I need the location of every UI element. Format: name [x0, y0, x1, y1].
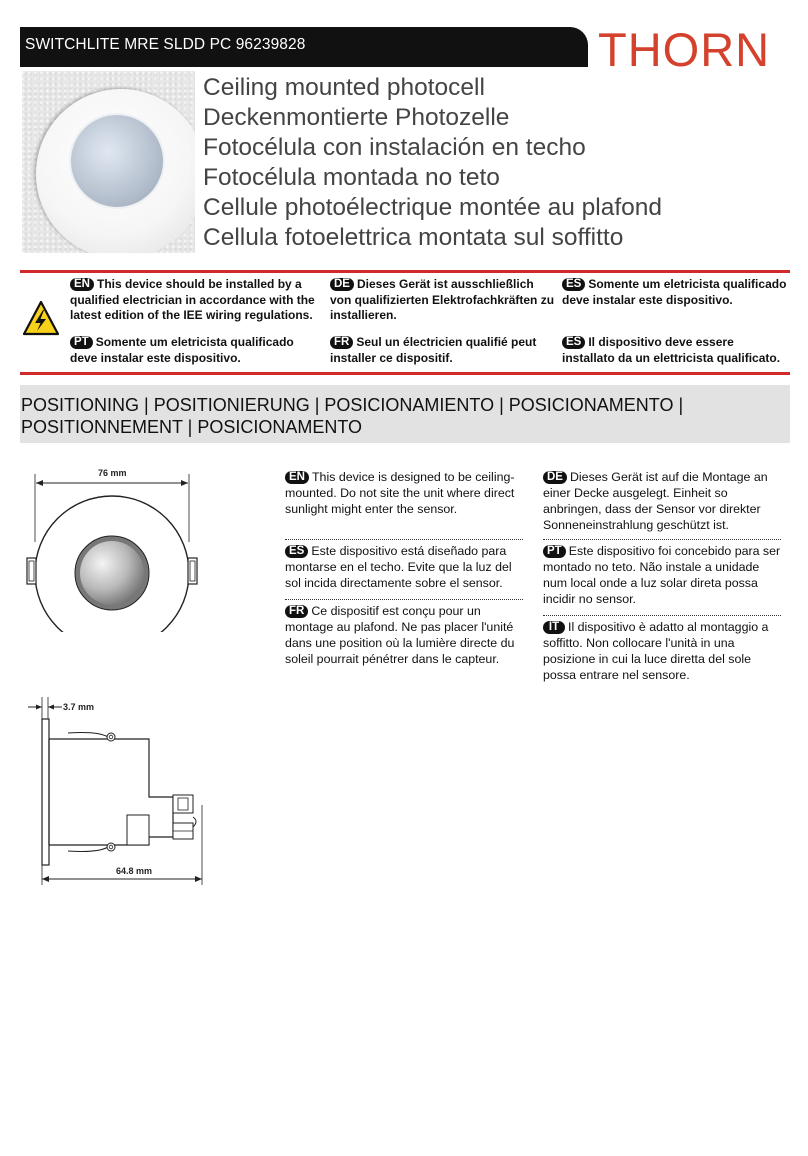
depth-label: 64.8 mm: [116, 866, 153, 876]
warning-en: [70, 277, 322, 324]
warning-pt: [70, 335, 322, 366]
instruction-de-text: Dieses Gerät ist auf die Montage an einer Decke ausgelegt. Einheit so anbringen, dass der Sensor vor direkter Sonneneinstrahlung geschützt ist.: [543, 470, 768, 532]
product-photo: [22, 71, 195, 253]
warning-fr-text: Seul un électricien qualifié peut installer ce dispositif.: [330, 335, 537, 365]
warning-it: [562, 335, 788, 366]
warning-top-rule: [20, 270, 790, 273]
warning-es: [562, 277, 788, 308]
lang-tag-en: EN: [70, 278, 94, 291]
title-de: Deckenmontierte Photozelle: [203, 104, 510, 131]
instruction-en: [285, 469, 525, 517]
lang-tag-it: IT: [543, 621, 565, 634]
instruction-fr: [285, 603, 525, 667]
brand-logo: THORN: [598, 23, 771, 76]
lang-tag-es: ES: [285, 545, 308, 558]
section-heading-line2: POSITIONNEMENT | POSICIONAMENTO: [21, 417, 363, 437]
divider: [543, 615, 781, 616]
title-en: Ceiling mounted photocell: [203, 74, 485, 101]
top-view-diagram: [22, 462, 202, 632]
divider: [285, 539, 523, 540]
divider: [285, 599, 523, 600]
instruction-en-text: This device is designed to be ceiling-mounted. Do not site the unit where direct sunlight might enter the sensor.: [285, 470, 515, 516]
electric-hazard-icon: [22, 300, 60, 336]
instruction-de: [543, 469, 783, 533]
warning-de-text: Dieses Gerät ist ausschließlich von qualifizierten Elektrofachkräften zu installieren.: [330, 277, 555, 322]
title-it: Cellula fotoelettrica montata sul soffitto: [203, 224, 624, 251]
title-fr: Cellule photoélectrique montée au plafond: [203, 194, 663, 221]
lang-tag-pt: PT: [70, 336, 93, 349]
section-heading: [21, 394, 683, 438]
lang-tag-de: DE: [543, 471, 567, 484]
warning-fr: [330, 335, 558, 366]
instruction-it: [543, 619, 783, 683]
warning-de: [330, 277, 558, 324]
instruction-it-text: Il dispositivo è adatto al montaggio a soffitto. Non collocare l'unità in una posizione in cui la luce diretta del sole possa entrare nel sensore.: [543, 620, 769, 682]
photo-sensor-lens: [69, 113, 165, 209]
lang-tag-de: DE: [330, 278, 354, 291]
lang-tag-en: EN: [285, 471, 309, 484]
product-titles: [203, 73, 662, 253]
warning-it-text: Il dispositivo deve essere installato da un elettricista qualificato.: [562, 335, 781, 365]
lang-tag-fr: FR: [285, 605, 308, 618]
title-pt: Fotocélula montada no teto: [203, 164, 500, 191]
divider: [543, 539, 781, 540]
product-code: SWITCHLITE MRE SLDD PC 96239828: [25, 36, 306, 53]
section-heading-line1: POSITIONING | POSITIONIERUNG | POSICIONAMIENTO | POSICIONAMENTO |: [21, 395, 684, 415]
lang-tag-es: ES: [562, 278, 585, 291]
lang-tag-es-2: ES: [562, 336, 585, 349]
instruction-pt: [543, 543, 783, 607]
instruction-pt-text: Este dispositivo foi concebido para ser montado no teto. Não instale a unidade num local onde a luz solar direta possa incidir no sensor.: [543, 544, 781, 606]
lang-tag-fr: FR: [330, 336, 353, 349]
instruction-es: [285, 543, 525, 591]
warning-bottom-rule: [20, 372, 790, 375]
warning-en-text: This device should be installed by a qualified electrician in accordance with the latest edition of the IEE wiring regulations.: [70, 277, 315, 322]
instruction-fr-text: Ce dispositif est conçu pour un montage au plafond. Ne pas placer l'unité dans une position où la lumière directe du soleil pourrait pénétrer dans le capteur.: [285, 604, 515, 666]
warning-es-text: Somente um eletricista qualificado deve instalar este dispositivo.: [562, 277, 787, 307]
warning-pt-text: Somente um eletricista qualificado deve instalar este dispositivo.: [70, 335, 294, 365]
lang-tag-pt: PT: [543, 545, 566, 558]
protrusion-label: 3.7 mm: [63, 702, 95, 712]
title-es: Fotocélula con instalación en techo: [203, 134, 586, 161]
side-view-diagram: [28, 695, 218, 890]
diameter-label: 76 mm: [98, 468, 127, 478]
instruction-es-text: Este dispositivo está diseñado para montarse en el techo. Evite que la luz del sol incida directamente sobre el sensor.: [285, 544, 512, 590]
